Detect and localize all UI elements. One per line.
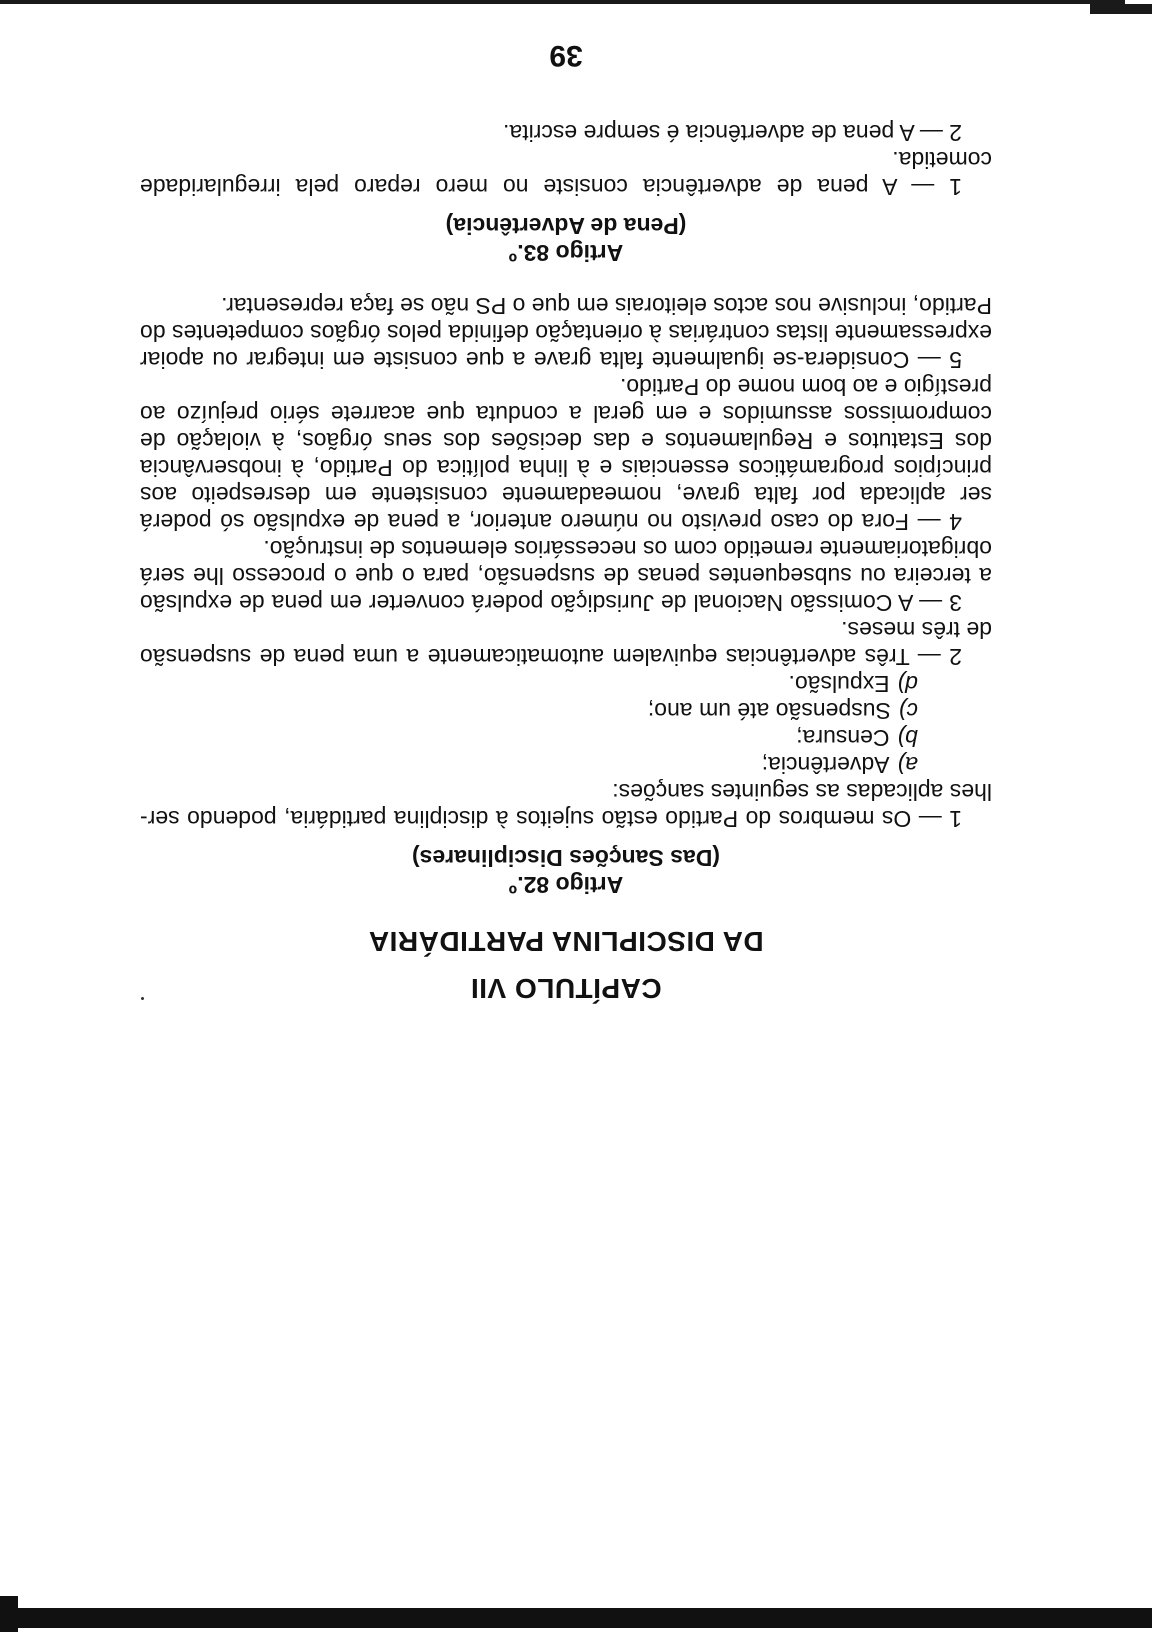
sanction-item — [140, 751, 992, 778]
article-82-paragraph-5: 5 — Considera-se igualmente falta grave a que consiste em integrar ou apoiar expressamente listas contrárias à orientação definida pelos órgãos competentes do Partido, inclusive nos actos eleitorais em que o PS não se faça representar. — [140, 293, 992, 373]
article-83-heading: Artigo 83.º — [508, 240, 624, 266]
chapter-title: DA DISCIPLINA PARTIDÁRIA — [368, 926, 764, 957]
page-content — [140, 12, 992, 1002]
sanction-letter: b) — [897, 725, 918, 751]
article-82-paragraph-4: 4 — Fora do caso previsto no número anterior, a pena de expulsão só poderá ser aplicada por falta grave, nomeadamente consistente em desrespeito aos princípios programáticos essenciais e à linha política do Partido, à inobservância dos Estatutos e Regulamentos e das decisões dos seus órgãos, à violação de compromissos assumidos e em geral a conduta que acarrete sério prejuízo ao prestígio e ao bom nome do Partido. — [140, 374, 992, 535]
section-gap — [140, 266, 992, 292]
article-83-paragraph-2: 2 — A pena de advertência é sempre escrita. — [503, 120, 962, 146]
article-83-paragraph-1: 1 — A pena de advertência consiste no mero reparo pela irregularidade cometida. — [140, 147, 992, 200]
sanction-item — [140, 670, 992, 697]
sanction-text: Advertência; — [761, 752, 890, 778]
sanction-text: Suspensão até um ano; — [647, 698, 891, 724]
sanction-letter: c) — [898, 698, 918, 724]
article-82-subheading: (Das Sanções Disciplinares) — [411, 845, 721, 871]
chapter-label: CAPÍTULO VII — [470, 973, 662, 1004]
sanction-letter: d) — [897, 671, 918, 697]
article-82-paragraph-1: 1 — Os membros do Partido estão sujeitos à disciplina partidária, podendo ser-lhes aplicadas as seguintes sanções: — [140, 779, 992, 832]
sanction-text: Expulsão. — [788, 671, 890, 697]
article-82-paragraph-3: 3 — A Comissão Nacional de Jurisdição poderá converter em pena de expulsão a terceira ou subsequentes penas de suspensão, para o que o processo lhe será obrigatoriamente remetido com os necessários elementos de instrução. — [140, 536, 992, 616]
sanction-item — [140, 724, 992, 751]
article-82-heading: Artigo 82.º — [508, 872, 624, 898]
article-83-subheading: (Pena de Advertência) — [445, 213, 687, 239]
article-82-paragraph-2: 2 — Três advertências equivalem automaticamente a uma pena de suspensão de três meses. — [140, 617, 992, 670]
sanction-item — [140, 697, 992, 724]
sanction-text: Censura; — [796, 725, 890, 751]
page-number: 39 — [549, 39, 583, 72]
speck-mark — [141, 997, 144, 1000]
sanction-letter: a) — [897, 752, 918, 778]
